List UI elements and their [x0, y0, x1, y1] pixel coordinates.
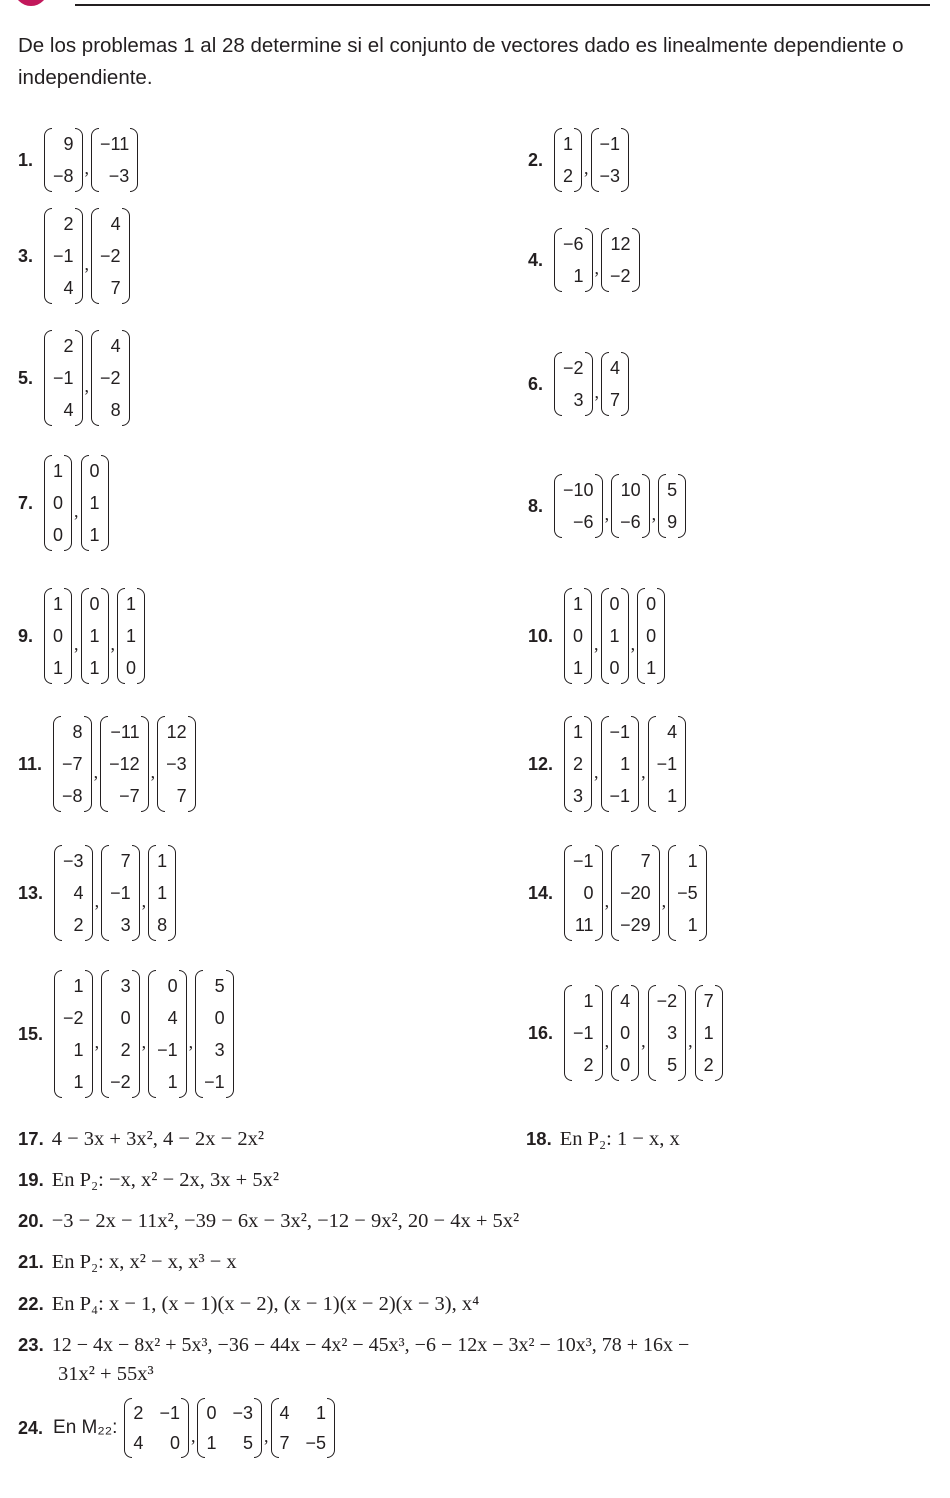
vector-entry: −1: [157, 1040, 178, 1060]
vector-entry: −2: [100, 368, 121, 388]
vector-entry: 4: [610, 358, 621, 378]
vector-entry: −6: [563, 234, 584, 254]
vector-entry: 0: [620, 1055, 631, 1075]
column-vector: [54, 970, 93, 1098]
comma: ,: [84, 253, 90, 274]
problem-23: [18, 1331, 689, 1359]
column-vector: [658, 474, 686, 538]
instructions-text: De los problemas 1 al 28 determine si el conjunto de vectores dado es linealmente dependiente o independiente.: [18, 34, 904, 89]
vector-entry: 9: [667, 512, 678, 532]
column-vector: [195, 970, 234, 1098]
vector-entry: 1: [126, 626, 137, 646]
column-vector: [611, 845, 660, 941]
column-vector: [148, 845, 176, 941]
vector-entry: 7: [610, 390, 621, 410]
vector-entry: 7: [640, 851, 651, 871]
problem-4: [528, 228, 641, 292]
vector-entry: 1: [89, 626, 100, 646]
problem-text: En P₂: x, x² − x, x³ − x: [51, 1251, 237, 1273]
vector-entry: 8: [157, 915, 168, 935]
problem-5: [18, 330, 131, 426]
problem-number: 9.: [18, 625, 34, 646]
comma: ,: [94, 890, 100, 911]
vector-entry: 2: [73, 915, 84, 935]
comma: ,: [641, 761, 646, 782]
vector-entry: 2: [703, 1055, 714, 1075]
column-vector: [648, 716, 687, 812]
vector-entry: −7: [119, 786, 140, 806]
matrix-entry: 4: [133, 1433, 144, 1453]
vector-entry: 2: [583, 1055, 594, 1075]
vector-entry: 1: [73, 976, 84, 996]
column-vector: [564, 588, 592, 684]
vector-entry: 0: [53, 626, 64, 646]
vector-entry: 1: [620, 754, 631, 774]
vector-entry: −12: [109, 754, 140, 774]
problem-number: 2.: [528, 149, 544, 170]
problem-number: 23.: [18, 1334, 44, 1355]
problem-number: 13.: [18, 882, 44, 903]
vector-entry: −2: [656, 991, 678, 1011]
comma: ,: [594, 381, 600, 402]
vector-entry: 10: [620, 480, 641, 500]
vector-entry: 2: [563, 166, 574, 186]
vector-entry: 5: [667, 480, 678, 500]
column-vector: [648, 985, 687, 1081]
vector-entry: 2: [120, 1040, 131, 1060]
problem-number: 1.: [18, 149, 34, 170]
vector-entry: 0: [583, 883, 594, 903]
problem-9: [18, 588, 146, 684]
problem-number: 14.: [528, 882, 554, 903]
vector-entry: 4: [110, 336, 121, 356]
problem-16: [528, 985, 724, 1081]
matrix-entry: −5: [305, 1433, 327, 1453]
column-vector: [564, 985, 603, 1081]
comma: ,: [141, 1031, 147, 1052]
vector-entry: 3: [214, 1040, 225, 1060]
column-vector: [53, 716, 92, 812]
vector-entry: 1: [157, 883, 168, 903]
comma: ,: [84, 375, 90, 396]
problem-number: 18.: [526, 1128, 552, 1149]
column-vector: [554, 474, 603, 538]
comma: ,: [94, 1031, 100, 1052]
vector-entry: 12: [166, 722, 187, 742]
vector-entry: 1: [573, 594, 584, 614]
vector-entry: 0: [609, 658, 620, 678]
problem-11: [18, 716, 197, 812]
problem-text: En P₂: −x, x² − 2x, 3x + 5x²: [51, 1169, 279, 1191]
problem-number: 17.: [18, 1128, 44, 1149]
comma: ,: [264, 1425, 269, 1446]
column-vector: [91, 208, 130, 304]
problem-20: [18, 1207, 519, 1235]
vector-entry: −2: [110, 1072, 131, 1092]
comma: ,: [74, 500, 79, 521]
vector-entry: 1: [53, 461, 64, 481]
matrix-entry: 1: [206, 1433, 217, 1453]
vector-entry: 1: [646, 658, 657, 678]
matrix-entry: 0: [206, 1403, 217, 1423]
vector-entry: −8: [53, 166, 74, 186]
vector-entry: 0: [120, 1008, 131, 1028]
column-vector: [81, 455, 109, 551]
vector-entry: 2: [573, 754, 584, 774]
problem-24: [18, 1398, 336, 1458]
vector-entry: 8: [110, 400, 121, 420]
vector-entry: −1: [573, 851, 594, 871]
vector-entry: 4: [73, 883, 84, 903]
problem-3: [18, 208, 131, 304]
vector-entry: −20: [620, 883, 651, 903]
vector-entry: 3: [667, 1023, 678, 1043]
vector-entry: 0: [214, 1008, 225, 1028]
comma: ,: [93, 761, 99, 782]
problem-label: En M₂₂:: [53, 1417, 118, 1438]
vector-entry: −2: [100, 246, 121, 266]
column-vector: [601, 352, 629, 416]
column-vector: [100, 716, 149, 812]
vector-entry: 3: [573, 390, 584, 410]
problem-14: [528, 845, 708, 941]
vector-entry: 7: [110, 278, 121, 298]
problem-number: 5.: [18, 367, 34, 388]
problem-number: 21.: [18, 1251, 44, 1272]
vector-entry: 2: [63, 214, 74, 234]
problem-number: 3.: [18, 245, 34, 266]
vector-entry: 5: [214, 976, 225, 996]
vector-entry: −2: [563, 358, 584, 378]
matrix-entry: −1: [159, 1403, 180, 1423]
vector-entry: 4: [110, 214, 121, 234]
column-vector: [554, 128, 582, 192]
vector-entry: 8: [72, 722, 83, 742]
vector-entry: −1: [53, 368, 74, 388]
comma: ,: [630, 633, 636, 654]
comma: ,: [190, 1425, 196, 1446]
problem-number: 22.: [18, 1293, 44, 1314]
vector-entry: 0: [167, 976, 178, 996]
corner-decoration: [14, 0, 48, 6]
vector-entry: 1: [573, 266, 584, 286]
vector-entry: 7: [176, 786, 187, 806]
problem-2: [528, 128, 630, 192]
comma: ,: [141, 890, 147, 911]
vector-entry: 4: [63, 278, 74, 298]
vector-entry: 9: [63, 134, 74, 154]
vector-entry: 1: [157, 851, 168, 871]
vector-entry: 0: [646, 626, 657, 646]
column-vector: [564, 716, 592, 812]
problem-6: [528, 352, 630, 416]
problem-17: [18, 1125, 264, 1153]
problem-text: En P₂: 1 − x, x: [559, 1128, 680, 1150]
vector-entry: 3: [573, 786, 584, 806]
vector-entry: 1: [687, 851, 698, 871]
comma: ,: [584, 157, 589, 178]
vector-entry: −3: [63, 851, 84, 871]
vector-entry: −1: [609, 722, 631, 742]
matrix-entry: −3: [232, 1403, 254, 1423]
column-vector: [101, 845, 140, 941]
vector-entry: 1: [703, 1023, 714, 1043]
problem-12: [528, 716, 687, 812]
problem-number: 12.: [528, 753, 554, 774]
comma: ,: [651, 503, 657, 524]
comma: ,: [641, 1030, 646, 1051]
vector-entry: 4: [167, 1008, 178, 1028]
matrix-entry: 1: [316, 1403, 327, 1423]
vector-entry: −1: [53, 246, 74, 266]
instructions: [18, 30, 933, 94]
vector-entry: 11: [574, 915, 594, 935]
problem-8: [528, 474, 687, 538]
comma: ,: [604, 890, 610, 911]
column-vector: [44, 208, 83, 304]
vector-entry: 1: [89, 658, 100, 678]
vector-entry: 3: [120, 915, 131, 935]
vector-entry: 1: [687, 915, 698, 935]
column-vector: [101, 970, 140, 1098]
vector-entry: −1: [110, 883, 131, 903]
problem-number: 10.: [528, 625, 554, 646]
vector-entry: −11: [100, 134, 130, 154]
comma: ,: [604, 503, 610, 524]
vector-entry: 2: [63, 336, 74, 356]
vector-entry: −11: [110, 722, 140, 742]
column-vector: [564, 845, 603, 941]
comma: ,: [74, 633, 79, 654]
comma: ,: [150, 761, 156, 782]
column-vector: [611, 474, 650, 538]
vector-entry: −1: [599, 134, 621, 154]
problem-21: [18, 1248, 237, 1276]
column-vector: [601, 716, 640, 812]
vector-entry: 7: [120, 851, 131, 871]
problem-10: [528, 588, 666, 684]
matrix-entry: 7: [279, 1433, 290, 1453]
column-vector: [44, 330, 83, 426]
vector-entry: 1: [563, 134, 574, 154]
problem-18: [526, 1125, 680, 1153]
vector-entry: 7: [703, 991, 714, 1011]
comma: ,: [594, 257, 600, 278]
matrix-list: [123, 1398, 336, 1458]
column-vector: [695, 985, 723, 1081]
problem-number: 24.: [18, 1417, 44, 1438]
column-vector: [117, 588, 145, 684]
vector-entry: 1: [609, 626, 620, 646]
vector-entry: 1: [73, 1072, 84, 1092]
vector-entry: 1: [667, 786, 678, 806]
comma: ,: [594, 633, 599, 654]
problem-number: 11.: [18, 753, 43, 774]
comma: ,: [594, 761, 599, 782]
column-vector: [44, 128, 83, 192]
vector-entry: −3: [599, 166, 621, 186]
vector-entry: −1: [609, 786, 631, 806]
problem-number: 6.: [528, 373, 544, 394]
problem-text: −3 − 2x − 11x², −39 − 6x − 3x², −12 − 9x², 20 − 4x + 5x²: [51, 1210, 520, 1232]
vector-entry: 1: [126, 594, 137, 614]
vector-entry: 1: [73, 1040, 84, 1060]
vector-entry: −2: [610, 266, 631, 286]
vector-entry: 1: [53, 594, 64, 614]
column-vector: [591, 128, 630, 192]
vector-entry: −6: [573, 512, 594, 532]
problem-number: 16.: [528, 1022, 554, 1043]
problem-number: 4.: [528, 249, 544, 270]
vector-entry: −8: [62, 786, 83, 806]
column-vector: [611, 985, 639, 1081]
problem-text: 4 − 3x + 3x², 4 − 2x − 2x²: [51, 1128, 265, 1150]
column-vector: [148, 970, 187, 1098]
problem-text: En P₄: x − 1, (x − 1)(x − 2), (x − 1)(x − 2)(x − 3), x⁴: [51, 1293, 480, 1315]
vector-entry: 1: [89, 493, 100, 513]
problem-number: 7.: [18, 492, 34, 513]
vector-entry: −1: [204, 1072, 225, 1092]
vector-entry: 0: [126, 658, 137, 678]
matrix-entry: 2: [133, 1403, 144, 1423]
vector-entry: 1: [573, 658, 584, 678]
vector-entry: −2: [63, 1008, 84, 1028]
vector-entry: 4: [63, 400, 74, 420]
header-rule: [75, 4, 930, 6]
vector-entry: −1: [656, 754, 678, 774]
vector-entry: 1: [573, 722, 584, 742]
matrix-entry: 4: [279, 1403, 290, 1423]
matrix-entry: 0: [169, 1433, 180, 1453]
comma: ,: [84, 157, 90, 178]
vector-entry: 1: [89, 525, 100, 545]
column-vector: [91, 330, 130, 426]
vector-entry: 0: [620, 1023, 631, 1043]
problem-19: [18, 1166, 279, 1194]
vector-entry: 5: [667, 1055, 678, 1075]
column-vector: [554, 352, 593, 416]
matrix: [197, 1398, 262, 1458]
problem-number: 15.: [18, 1023, 44, 1044]
problem-number: 19.: [18, 1169, 44, 1190]
column-vector: [44, 455, 72, 551]
column-vector: [554, 228, 593, 292]
column-vector: [91, 128, 138, 192]
vector-entry: 0: [53, 525, 64, 545]
problem-number: 20.: [18, 1210, 44, 1231]
vector-entry: 0: [89, 461, 100, 481]
vector-entry: 3: [120, 976, 131, 996]
comma: ,: [188, 1031, 194, 1052]
vector-entry: −3: [108, 166, 130, 186]
comma: ,: [604, 1030, 610, 1051]
vector-entry: −7: [62, 754, 83, 774]
vector-entry: 0: [53, 493, 64, 513]
vector-entry: 1: [583, 991, 594, 1011]
column-vector: [601, 228, 640, 292]
vector-entry: 12: [610, 234, 631, 254]
problem-13: [18, 845, 177, 941]
matrix: [271, 1398, 336, 1458]
column-vector: [81, 588, 109, 684]
vector-entry: −3: [166, 754, 187, 774]
problem-text: 12 − 4x − 8x² + 5x³, −36 − 44x − 4x² − 45x³, −6 − 12x − 3x² − 10x³, 78 + 16x −: [51, 1334, 690, 1356]
matrix: [124, 1398, 189, 1458]
vector-entry: 4: [620, 991, 631, 1011]
vector-entry: −5: [677, 883, 698, 903]
vector-entry: 0: [89, 594, 100, 614]
comma: ,: [688, 1030, 693, 1051]
matrix-entry: 5: [243, 1433, 254, 1453]
vector-entry: 0: [646, 594, 657, 614]
problem-7: [18, 455, 110, 551]
vector-entry: 4: [667, 722, 678, 742]
vector-entry: −1: [573, 1023, 594, 1043]
vector-entry: −29: [620, 915, 651, 935]
problem-1: [18, 128, 139, 192]
problem-23-continued: 31x² + 55x³: [58, 1363, 154, 1385]
column-vector: [157, 716, 196, 812]
vector-entry: 1: [167, 1072, 178, 1092]
column-vector: [601, 588, 629, 684]
column-vector: [54, 845, 93, 941]
comma: ,: [110, 633, 116, 654]
column-vector: [668, 845, 707, 941]
problem-number: 8.: [528, 495, 544, 516]
problem-22: [18, 1290, 479, 1318]
vector-entry: −6: [620, 512, 641, 532]
vector-entry: 1: [53, 658, 64, 678]
vector-entry: 0: [573, 626, 584, 646]
vector-entry: −10: [563, 480, 594, 500]
column-vector: [637, 588, 665, 684]
comma: ,: [661, 890, 667, 911]
vector-entry: 0: [609, 594, 620, 614]
problem-15: [18, 970, 235, 1098]
column-vector: [44, 588, 72, 684]
